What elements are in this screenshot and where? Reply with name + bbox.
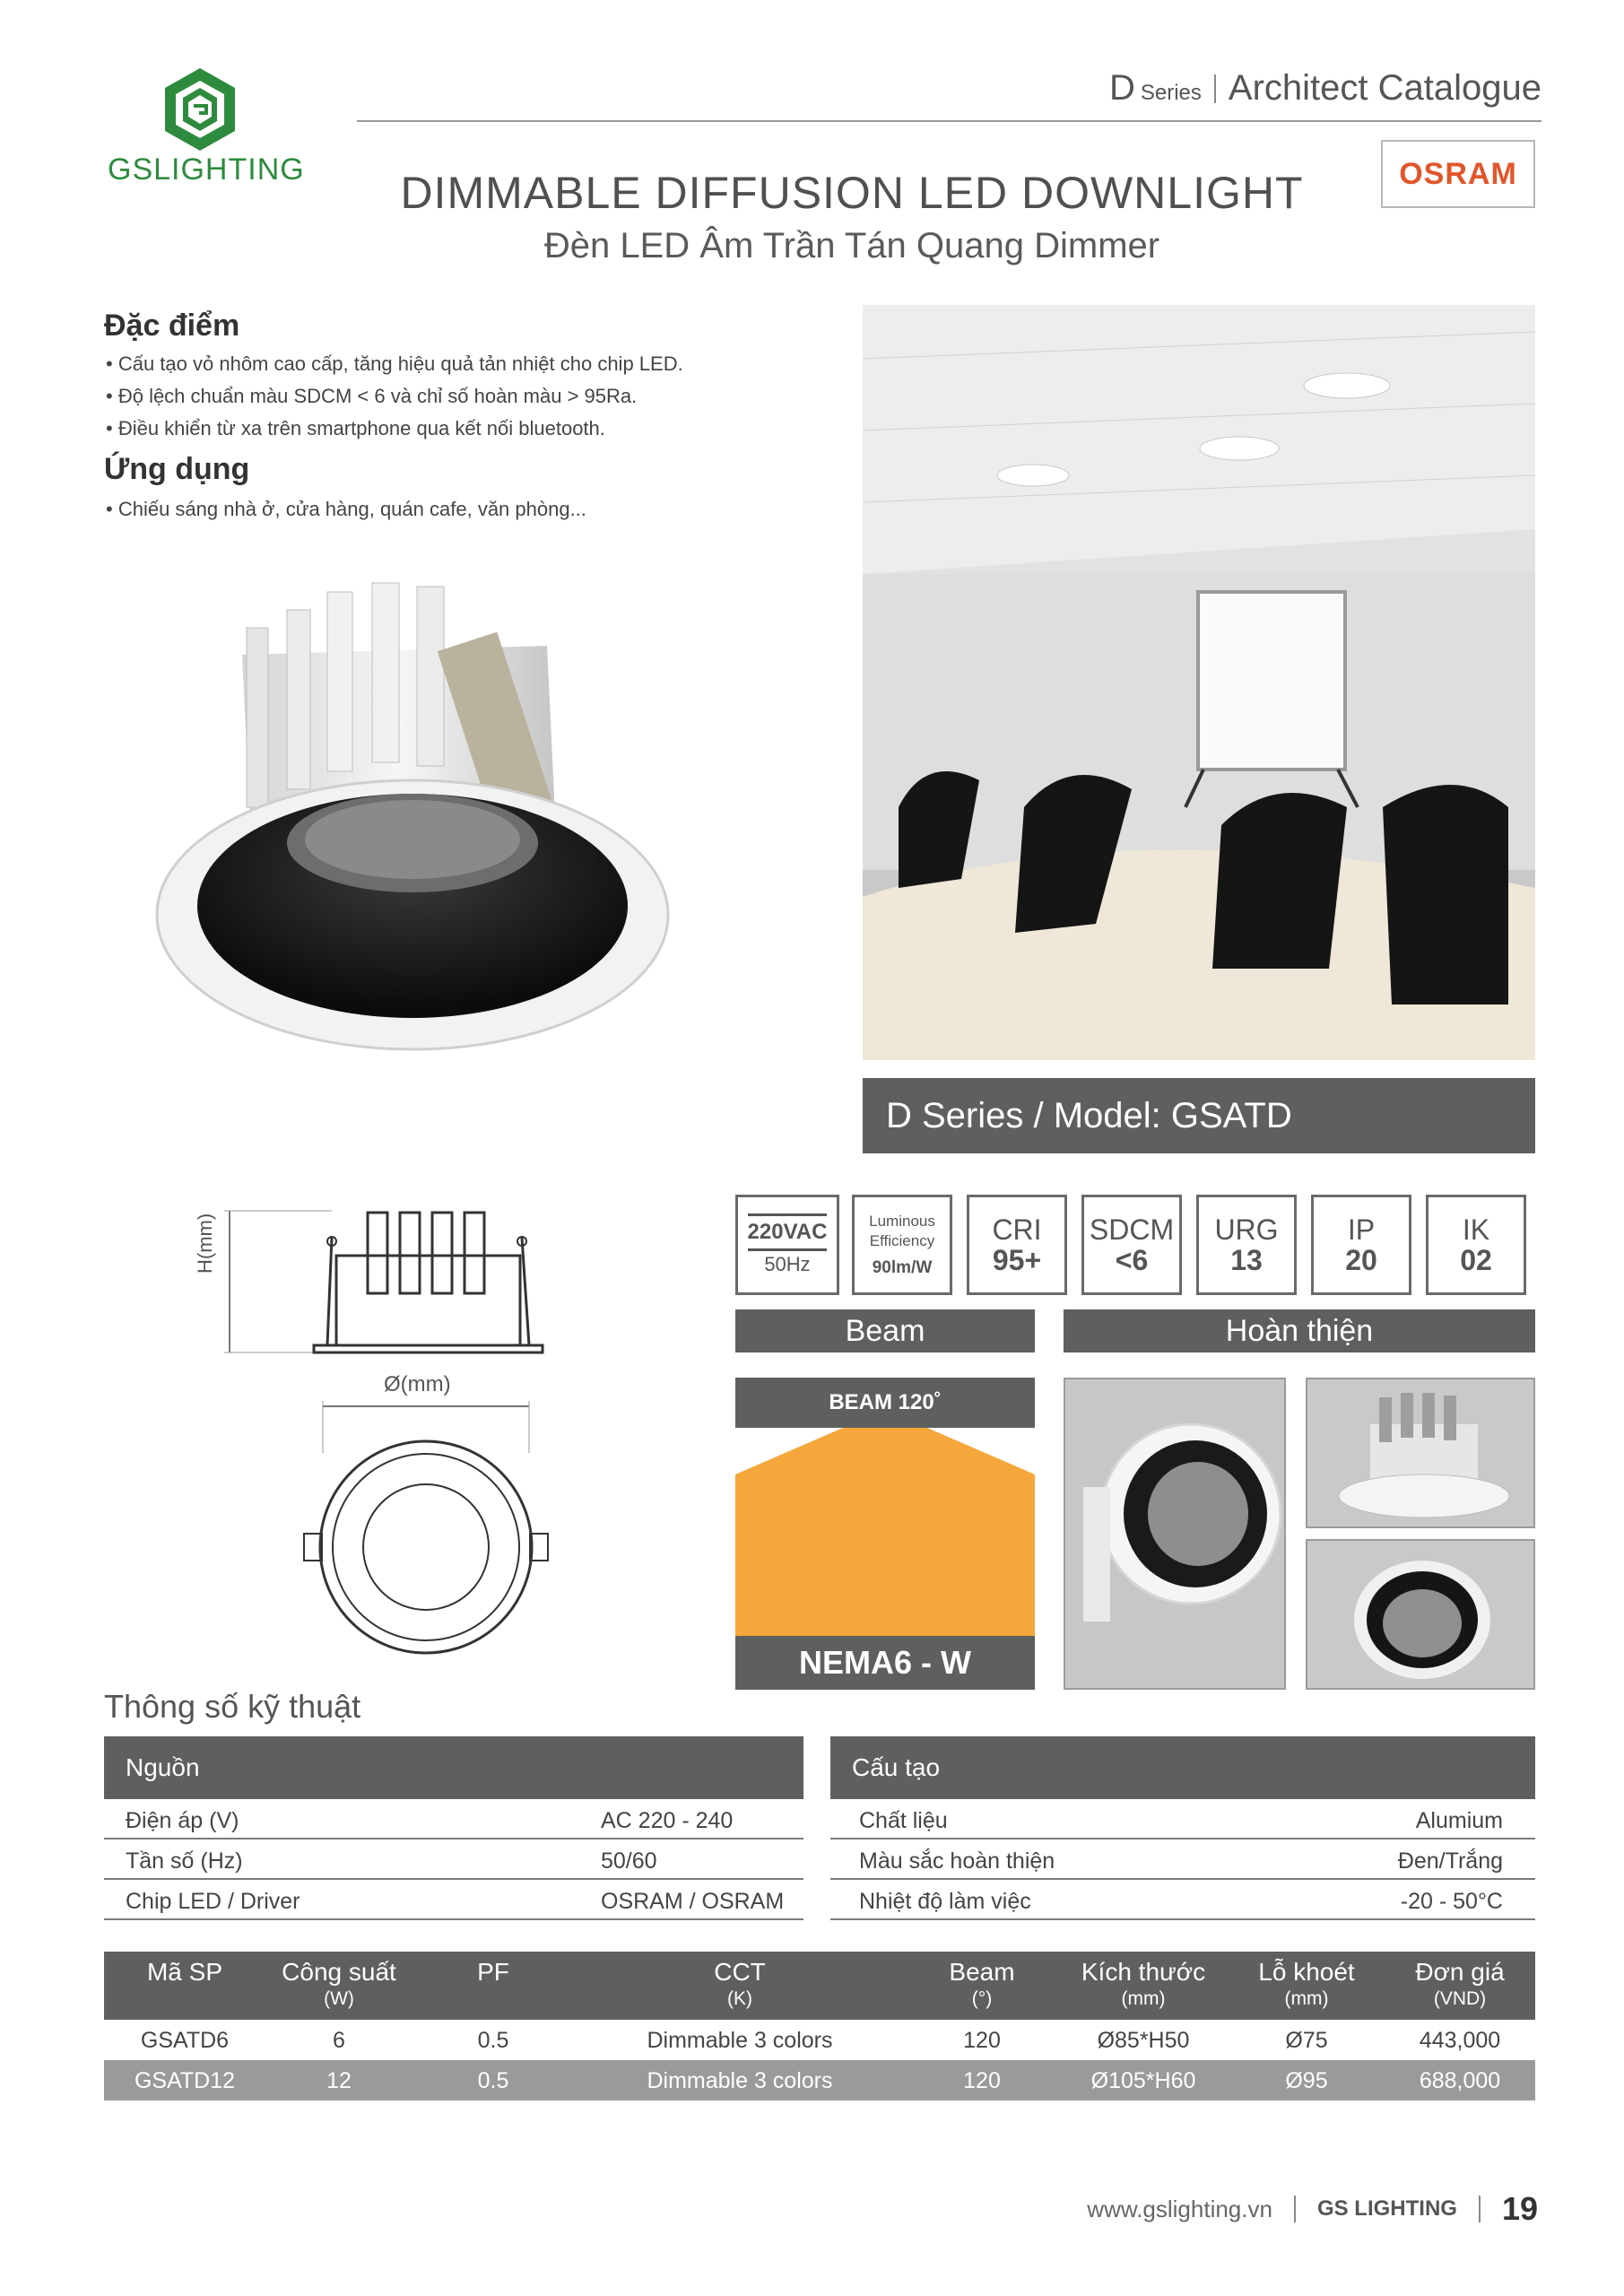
beam-heading: Beam	[735, 1309, 1035, 1352]
spec-key: Tần số (Hz)	[126, 1848, 243, 1874]
spec-value: 50/60	[601, 1848, 657, 1874]
product-cell: Ø75	[1285, 2028, 1328, 2053]
spec-row	[830, 1839, 1535, 1880]
product-cell: 6	[333, 2028, 345, 2053]
footer-brand: GS LIGHTING	[1316, 2196, 1457, 2221]
side-view-drawing	[188, 1202, 565, 1363]
product-table-header	[104, 1952, 1535, 2020]
application-heading: Ứng dụng	[104, 452, 250, 486]
spec-value: AC 220 - 240	[601, 1808, 734, 1833]
sdcm-label: SDCM	[1089, 1213, 1175, 1246]
finish-photo-black	[1306, 1539, 1535, 1690]
product-table	[104, 1952, 1535, 2100]
catalogue-header	[1109, 68, 1541, 109]
ip-icon	[1311, 1195, 1411, 1295]
lum-line2: Efficiency	[869, 1232, 935, 1249]
spec-key: Chất liệu	[859, 1808, 948, 1833]
power-spec-heading: Nguồn	[104, 1736, 803, 1799]
osram-logo-text: OSRAM	[1399, 156, 1517, 191]
diameter-label: Ø(mm)	[384, 1372, 451, 1396]
spec-key: Chip LED / Driver	[126, 1889, 300, 1914]
col-header: Beam (°)	[949, 1958, 1015, 2009]
series-letter: D	[1108, 68, 1135, 108]
spec-value: -20 - 50°C	[1400, 1889, 1503, 1914]
specs-title: Thông số kỹ thuật	[104, 1688, 361, 1725]
spec-row	[104, 1880, 803, 1920]
col-header: Kích thước (mm)	[1081, 1958, 1206, 2009]
col-header: Công suất (W)	[282, 1958, 396, 2009]
power-frequency: 50Hz	[764, 1253, 811, 1275]
col-header: Lỗ khoét (mm)	[1258, 1958, 1355, 2009]
product-cell: 0.5	[477, 2068, 509, 2093]
cri-value: 95+	[992, 1244, 1042, 1276]
header-rule	[357, 120, 1541, 122]
spec-row	[830, 1880, 1535, 1920]
beam-panel	[735, 1378, 1035, 1690]
lum-line1: Luminous	[869, 1213, 935, 1230]
col-header: CCT (K)	[714, 1958, 766, 2009]
spec-key: Nhiệt độ làm việc	[859, 1889, 1031, 1914]
product-row	[104, 2020, 1535, 2060]
structure-spec-table	[830, 1736, 1535, 1920]
spec-key: Màu sắc hoàn thiện	[859, 1848, 1055, 1874]
ik-value: 02	[1460, 1244, 1492, 1276]
spec-value: Đen/Trắng	[1397, 1848, 1503, 1874]
col-header: Mã SP	[146, 1958, 223, 1986]
product-cell: Dimmable 3 colors	[647, 2068, 833, 2093]
structure-spec-heading: Cấu tạo	[830, 1736, 1535, 1799]
beam-diagram	[735, 1428, 1035, 1636]
finish-photo-white	[1064, 1378, 1286, 1690]
feature-item: • Cấu tạo vỏ nhôm cao cấp, tăng hiệu quả tản nhiệt cho chip LED.	[106, 348, 683, 380]
product-cell: 0.5	[477, 2028, 509, 2053]
power-spec-icon	[735, 1195, 839, 1295]
cri-icon	[967, 1195, 1067, 1295]
product-row	[104, 2060, 1535, 2100]
luminous-efficiency-icon	[852, 1195, 952, 1295]
model-bar: D Series / Model: GSATD	[863, 1078, 1535, 1153]
nema-label: NEMA6 - W	[799, 1644, 971, 1681]
finish-heading: Hoàn thiện	[1064, 1309, 1535, 1352]
product-title-vi: Đèn LED Âm Trần Tán Quang Dimmer	[543, 226, 1160, 265]
footer-divider	[1479, 2196, 1481, 2222]
power-voltage: 220VAC	[748, 1213, 828, 1251]
spec-value: Alumium	[1415, 1808, 1503, 1833]
product-cell: 443,000	[1419, 2028, 1501, 2053]
urg-icon	[1196, 1195, 1297, 1295]
col-header: Đơn giá (VND)	[1415, 1958, 1505, 2009]
product-photo	[143, 574, 682, 1058]
ip-label: IP	[1347, 1213, 1376, 1246]
lum-value: 90lm/W	[872, 1258, 933, 1277]
features-heading: Đặc điểm	[104, 309, 240, 343]
ip-value: 20	[1345, 1244, 1377, 1276]
sdcm-value: <6	[1115, 1244, 1149, 1276]
product-cell: Dimmable 3 colors	[647, 2028, 833, 2053]
osram-logo	[1381, 140, 1535, 208]
brand-logo-text: GSLIGHTING	[108, 152, 305, 187]
product-cell: Ø105*H60	[1090, 2068, 1196, 2093]
application-list	[106, 493, 586, 526]
ik-icon	[1426, 1195, 1526, 1295]
top-view-drawing	[296, 1399, 556, 1659]
product-cell: 12	[326, 2068, 352, 2093]
catalogue-name: Architect Catalogue	[1228, 68, 1541, 108]
feature-item: • Độ lệch chuẩn màu SDCM < 6 và chỉ số hoàn màu > 95Ra.	[106, 380, 683, 413]
spec-row	[104, 1799, 803, 1839]
spec-value: OSRAM / OSRAM	[601, 1889, 785, 1914]
product-cell: Ø95	[1285, 2068, 1328, 2093]
ik-label: IK	[1462, 1213, 1490, 1246]
urg-value: 13	[1230, 1244, 1263, 1276]
gs-lighting-logo-icon	[160, 65, 240, 154]
page-number: 19	[1501, 2190, 1538, 2227]
product-cell: GSATD6	[140, 2028, 230, 2053]
product-cell: GSATD12	[134, 2068, 236, 2093]
application-room-photo	[863, 305, 1535, 1060]
feature-item: • Điều khiển từ xa trên smartphone qua kết nối bluetooth.	[106, 413, 683, 445]
product-cell: 688,000	[1419, 2068, 1501, 2093]
footer	[1087, 2190, 1538, 2228]
footer-url[interactable]: www.gslighting.vn	[1087, 2195, 1272, 2222]
cri-label: CRI	[992, 1213, 1042, 1246]
series-word: Series	[1140, 81, 1202, 105]
beam-angle-label: BEAM 120˚	[829, 1390, 942, 1414]
spec-row	[830, 1799, 1535, 1839]
finish-photo-side	[1306, 1378, 1535, 1528]
beam-cone-graphic	[735, 1428, 1035, 1636]
product-cell: Ø85*H50	[1097, 2028, 1190, 2053]
footer-divider	[1294, 2196, 1296, 2222]
sdcm-icon	[1081, 1195, 1182, 1295]
product-title-en: DIMMABLE DIFFUSION LED DOWNLIGHT	[400, 168, 1304, 218]
product-cell: 120	[963, 2068, 1001, 2093]
features-list	[106, 348, 683, 445]
spec-row	[104, 1839, 803, 1880]
power-spec-table	[104, 1736, 803, 1920]
height-label: H(mm)	[194, 1213, 216, 1274]
application-item: • Chiếu sáng nhà ở, cửa hàng, quán cafe, văn phòng...	[106, 493, 586, 526]
spec-key: Điện áp (V)	[126, 1808, 239, 1833]
header-divider	[1214, 74, 1216, 103]
urg-label: URG	[1214, 1213, 1279, 1246]
col-header: PF	[477, 1958, 509, 1986]
product-cell: 120	[963, 2028, 1001, 2053]
